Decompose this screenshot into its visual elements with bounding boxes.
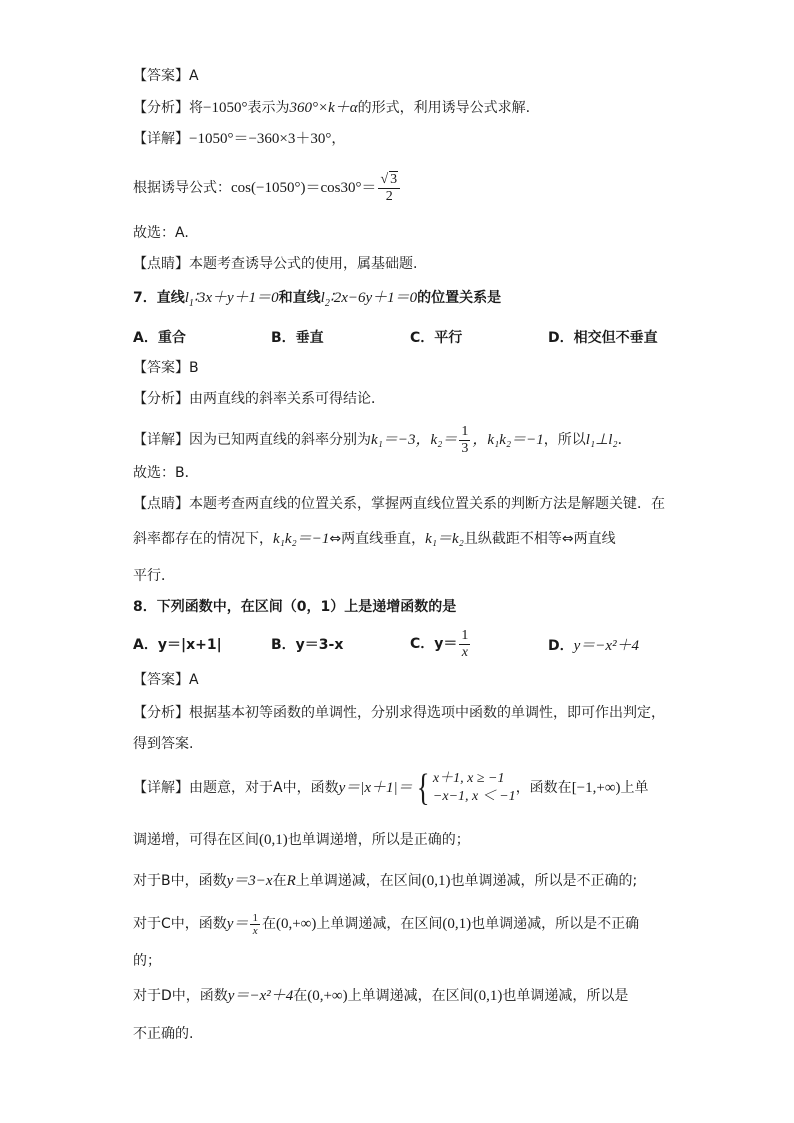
- math-expr: [184, 290, 279, 309]
- detail-tag: 【详解】: [133, 131, 189, 147]
- detail-text: 上单调递减，在区间: [295, 873, 422, 889]
- detail-text: ，: [331, 131, 346, 147]
- analysis-tag: 【分析】: [133, 100, 189, 116]
- math-expr: R: [286, 873, 296, 889]
- answer-value: A: [189, 672, 199, 688]
- math-expr: cos(−1050°)＝cos30°＝: [231, 180, 377, 196]
- fraction-denominator: x: [461, 644, 469, 660]
- q7-comment-3: 平行．: [133, 568, 175, 584]
- q8-detail-2: [133, 830, 470, 850]
- q7-comment-1: [133, 494, 665, 514]
- fraction: $\frac{√ 3}{2}$: [378, 171, 400, 205]
- math-expr: −1050°＝−360×3＋30°: [189, 131, 332, 147]
- answer-tag: 【答案】: [133, 68, 189, 84]
- detail-text: 在: [293, 988, 308, 1004]
- detail-tag: 【详解】: [133, 432, 189, 448]
- detail-text: 也单调递增，所以是正确的；: [287, 832, 470, 848]
- q6-answer: [133, 66, 199, 86]
- case-row: x＋1, x ≥ −1: [432, 771, 505, 786]
- math-expr: l₁⊥l₂: [585, 432, 618, 448]
- stem-text: 7．直线: [133, 290, 185, 306]
- math-expr: (0,1): [421, 873, 451, 889]
- q7-stem: [133, 288, 501, 314]
- fraction-denominator: x: [252, 924, 258, 937]
- q7-option-b: B．垂直: [271, 330, 324, 346]
- q8-detail-c-2: 的；: [133, 953, 161, 969]
- q7-detail: [133, 420, 632, 460]
- math-expr: ，k₂＝: [415, 432, 458, 448]
- math-expr: (0,+∞): [275, 916, 317, 932]
- q7-answer: [133, 358, 199, 378]
- fraction: [459, 628, 470, 661]
- detail-text: 也单调递减，所以是: [502, 988, 629, 1004]
- left-brace: {: [416, 767, 430, 809]
- q7-analysis: [133, 389, 385, 409]
- q7-option-c: C．平行: [410, 330, 463, 346]
- detail-text: 上单: [620, 780, 649, 796]
- detail-text: ，函数在: [515, 780, 572, 796]
- option-prefix: C．y＝: [410, 636, 458, 652]
- q8-detail-c: [133, 906, 639, 942]
- math-expr: [320, 290, 418, 309]
- detail-text: 在: [261, 916, 276, 932]
- detail-text: 上单调递减，在区间: [316, 916, 443, 932]
- math-expr: (0,+∞): [307, 988, 348, 1004]
- analysis-text: 将: [189, 100, 203, 116]
- subscript: 2: [324, 298, 330, 309]
- comment-text: 本题考查诱导公式的使用，属基础题.: [189, 256, 418, 272]
- math-expr: k₁＝k₂: [425, 531, 464, 547]
- detail-text: 也单调递减，所以是不正确的;: [450, 873, 638, 889]
- math-expr: k₁k₂＝−1: [273, 531, 330, 547]
- stem-text: 的位置关系是: [417, 290, 502, 306]
- math-expr: (0,1): [442, 916, 472, 932]
- detail-tag: 【详解】: [133, 780, 189, 796]
- analysis-tag: 【分析】: [133, 705, 189, 721]
- fraction-numerator: 1: [461, 627, 469, 643]
- math-expr: −1050°: [203, 100, 248, 116]
- q6-formula: [133, 166, 402, 210]
- fraction-numerator: 1: [252, 911, 258, 924]
- comment-tag: 【点睛】: [133, 256, 189, 272]
- analysis-text: 由两直线的斜率关系可得结论．: [189, 391, 385, 407]
- detail-text: 上单调递减，在区间: [347, 988, 474, 1004]
- q8-detail-b: [133, 871, 637, 891]
- analysis-text: 表示为: [247, 100, 290, 116]
- answer-value: B: [189, 360, 199, 376]
- equation: ∶2x−6y＋1＝0: [329, 290, 418, 306]
- q6-choose: 故选：A.: [133, 225, 189, 241]
- math-expr: (0,1): [473, 988, 503, 1004]
- math-expr: ，k₁k₂＝−1: [472, 432, 544, 448]
- math-expr: [−1,+∞): [571, 780, 621, 796]
- comment-text: ⇔两直线垂直，: [329, 531, 426, 547]
- equation: ∶3x＋y＋1＝0: [193, 290, 279, 306]
- comment-tag: 【点睛】: [133, 496, 189, 512]
- math-expr: y＝|x＋1|＝: [338, 780, 413, 796]
- formula-text: 根据诱导公式：: [133, 180, 231, 196]
- q8-option-b: B．y＝3-x: [271, 637, 344, 653]
- comment-text: 斜率都存在的情况下，: [133, 531, 273, 547]
- option-prefix: D．: [548, 638, 574, 654]
- detail-text: 对于C中，函数: [133, 916, 227, 932]
- fraction-numerator: 3: [390, 172, 398, 187]
- answer-tag: 【答案】: [133, 360, 189, 376]
- q6-comment: [133, 254, 417, 274]
- q8-option-d: [548, 634, 639, 655]
- detail-text: ，所以: [543, 432, 586, 448]
- math-expr: y＝3−x: [226, 873, 273, 889]
- math-expr: y＝−x²＋4: [573, 638, 640, 654]
- q8-detail-d: [133, 986, 628, 1006]
- q7-choose: 故选：B．: [133, 465, 199, 481]
- q8-answer: [133, 670, 199, 690]
- fraction: [459, 424, 470, 457]
- q6-detail: [133, 129, 345, 149]
- line-symbol: l: [320, 290, 325, 306]
- fraction-numerator: 1: [461, 423, 469, 439]
- math-expr: k₁＝−3: [371, 432, 416, 448]
- detail-text: 对于B中，函数: [133, 873, 227, 889]
- detail-text: 调递增，可得在区间: [133, 832, 259, 848]
- stem-text: 和直线: [278, 290, 321, 306]
- math-expr: (0,1): [259, 832, 288, 848]
- math-expr: y＝−x²＋4: [227, 988, 294, 1004]
- fraction: [250, 912, 260, 937]
- q8-detail-1: [133, 764, 649, 812]
- detail-text: ．: [617, 432, 632, 448]
- detail-text: 在: [272, 873, 287, 889]
- answer-tag: 【答案】: [133, 672, 189, 688]
- detail-text: 也单调递减，所以是不正确: [471, 916, 640, 932]
- q8-stem: 8．下列函数中，在区间（0，1）上是递增函数的是: [133, 599, 457, 615]
- q6-analysis: [133, 98, 530, 118]
- line-symbol: l: [184, 290, 189, 306]
- math-expr: y＝: [226, 916, 249, 932]
- q8-option-c: [410, 622, 472, 666]
- math-expr: 360°×k＋α: [289, 100, 358, 116]
- case-row: −x−1, x ＜ −1: [432, 789, 516, 804]
- piecewise-cases: [433, 770, 516, 806]
- q7-comment-2: [133, 529, 616, 549]
- analysis-text: 的形式，利用诱导公式求解.: [357, 100, 531, 116]
- detail-text: 对于D中，函数: [133, 988, 228, 1004]
- analysis-tag: 【分析】: [133, 391, 189, 407]
- fraction-denominator: 2: [385, 189, 393, 204]
- answer-value: A: [189, 68, 199, 84]
- analysis-text: 根据基本初等函数的单调性，分别求得选项中函数的单调性，即可作出判定，: [189, 705, 665, 721]
- fraction-denominator: 3: [461, 440, 469, 456]
- subscript: 1: [188, 298, 194, 309]
- comment-text: 本题考查两直线的位置关系，掌握两直线位置关系的判断方法是解题关键．在: [189, 496, 665, 512]
- comment-text: 且纵截距不相等⇔两直线: [463, 531, 616, 547]
- q8-option-a: A．y＝|x+1|: [133, 637, 222, 653]
- q8-detail-d-2: 不正确的.: [133, 1026, 194, 1042]
- detail-text: 由题意，对于A中，函数: [189, 780, 339, 796]
- q8-analysis-2: 得到答案.: [133, 736, 194, 752]
- detail-text: 因为已知两直线的斜率分别为: [189, 432, 371, 448]
- q7-option-a: A．重合: [133, 330, 186, 346]
- q7-option-d: D．相交但不垂直: [548, 330, 658, 346]
- q8-analysis-1: [133, 703, 665, 723]
